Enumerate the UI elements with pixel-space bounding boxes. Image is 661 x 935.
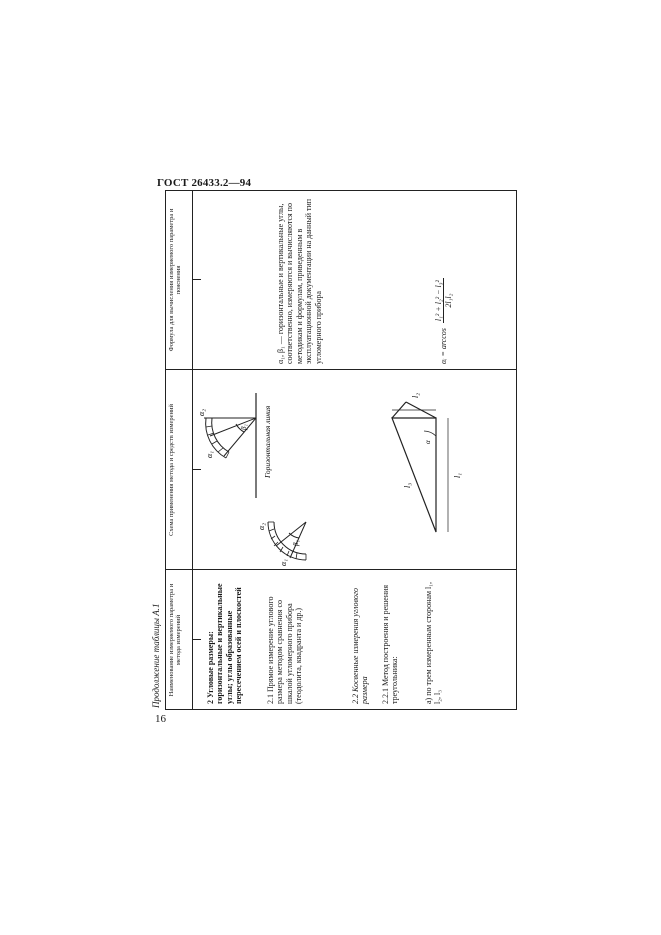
header-col3: Формула для вычисления измеряемого параметра и пояснения bbox=[168, 208, 183, 352]
header-separator bbox=[192, 190, 193, 710]
table-frame bbox=[165, 190, 517, 710]
formula-denominator: 2l₁l₂ bbox=[444, 293, 454, 308]
column-separator-1 bbox=[166, 569, 516, 570]
label-l3: l₃ bbox=[403, 482, 412, 488]
formula-left: αᵢ = arccos bbox=[438, 328, 448, 364]
header-col2: Схема применения метода и средств измерений bbox=[168, 404, 175, 536]
label-alpha2-left: α₂ bbox=[257, 523, 266, 530]
formula-arccos bbox=[434, 194, 454, 364]
header-col1: Наименование измеряемого параметра и метода измерений bbox=[168, 583, 183, 697]
table-caption: Продолжение таблицы А.1 bbox=[151, 603, 161, 708]
label-alpha: α bbox=[424, 440, 432, 444]
table-border-left bbox=[166, 709, 516, 710]
label-l2: l₂ bbox=[411, 392, 420, 398]
item-direct-measurement: 2.1 Прямое измерение углового размера методом сравнения со шкалой угломерного прибора (теодолита, квадранта и др.) bbox=[266, 596, 304, 704]
label-alpha2-right: α₂ bbox=[197, 409, 206, 416]
label-l1: l₁ bbox=[453, 472, 462, 478]
label-beta-left: β₁ bbox=[292, 540, 300, 546]
label-beta-right: β₁ bbox=[240, 424, 248, 430]
item-three-sides: а) по трем измеренным сторонам l₁, l₂, l₃ bbox=[424, 581, 443, 704]
document-header: ГОСТ 26433.2—94 bbox=[157, 177, 252, 189]
measurement-diagram bbox=[196, 372, 514, 568]
table-border-right bbox=[166, 190, 516, 191]
page-number: 16 bbox=[155, 713, 166, 725]
protractor-right bbox=[204, 393, 256, 498]
protractor-left bbox=[268, 522, 306, 560]
triangle-diagram bbox=[392, 402, 448, 532]
column-mark-3 bbox=[193, 279, 201, 280]
label-alpha1-left: α₁ bbox=[279, 559, 288, 566]
label-horizontal-line: Горизонтальная линия bbox=[263, 405, 272, 478]
item-angular-dimensions: 2 Угловые размеры: горизонтальные и вертикальные углы; углы образованные пересечением осей и плоскостей bbox=[206, 583, 244, 704]
label-alpha1-right: α₁ bbox=[205, 451, 214, 458]
column-separator-2 bbox=[166, 369, 516, 370]
column-mark-1 bbox=[193, 639, 201, 640]
item-indirect-measurement: 2.2 Косвенные измерения углового размера bbox=[351, 588, 370, 704]
rotated-table bbox=[151, 190, 515, 710]
item-triangle-method: 2.2.1 Метод построения и решения треугольника: bbox=[381, 584, 400, 704]
formula-fraction bbox=[434, 278, 454, 323]
angle-note: α₁, β₁ — горизонтальные и вертикальные углы, соответственно, измеряются и вычисляются по методикам и формулам, приведенным в эксплуатационной документации на данный тип угломерного прибора bbox=[276, 198, 323, 364]
formula-numerator: l₁² + l₂² − l₃² bbox=[434, 280, 443, 322]
